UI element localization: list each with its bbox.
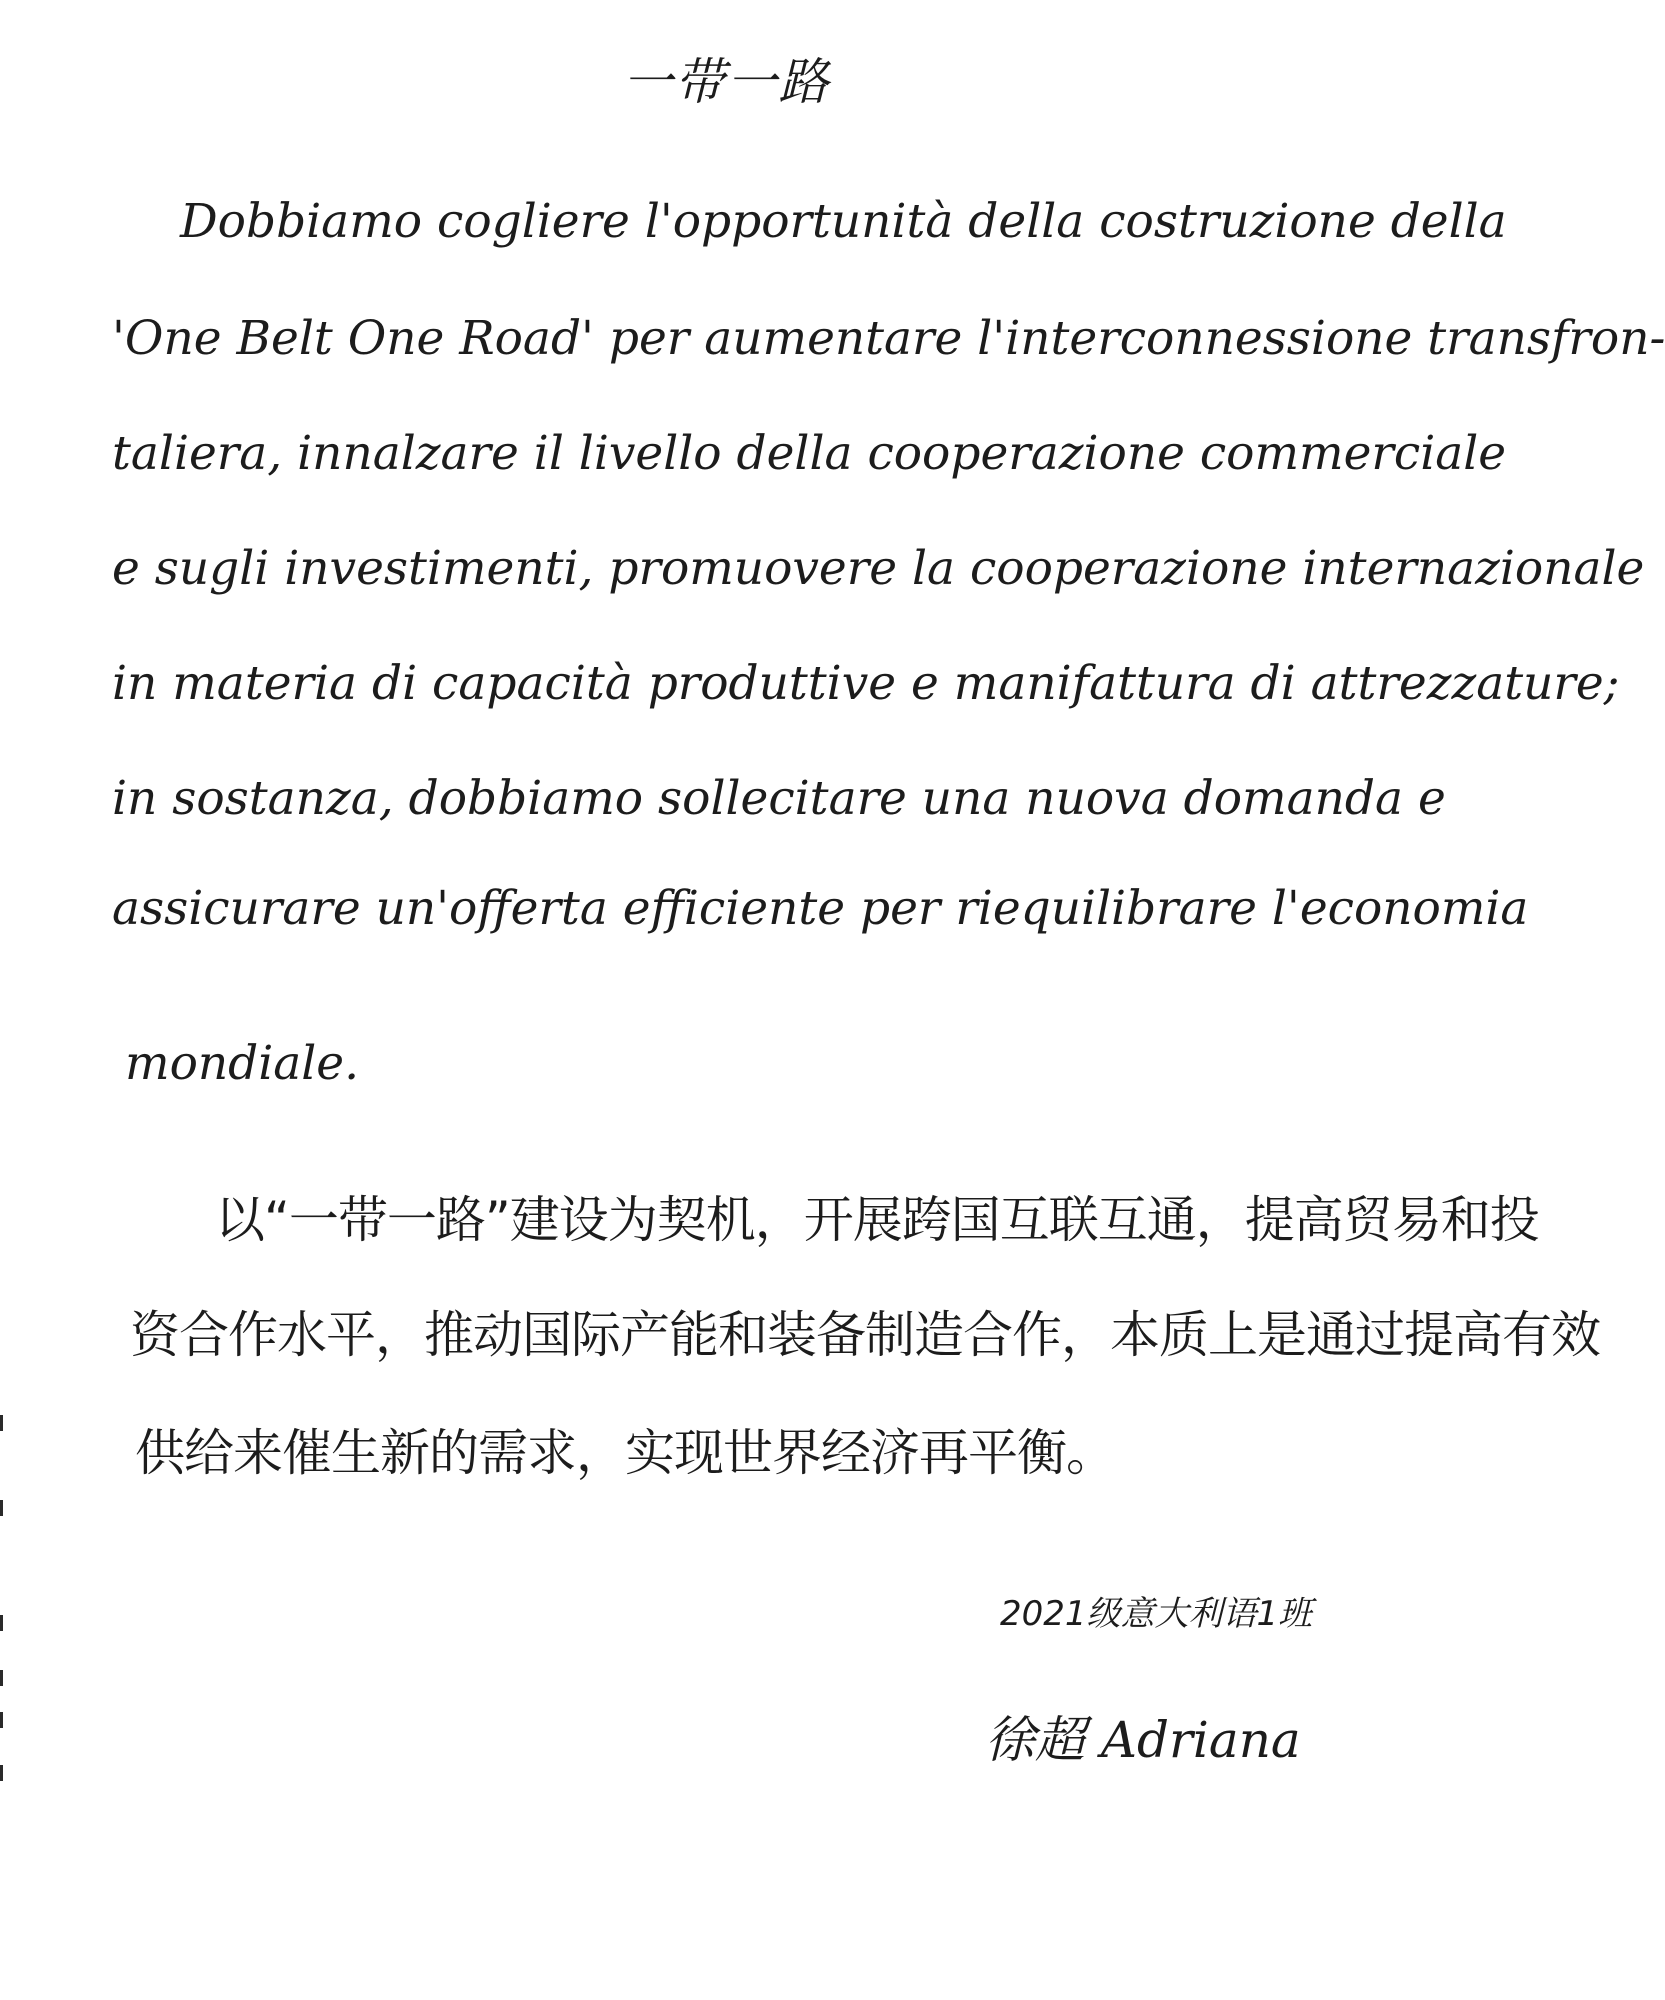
class-label: 2021级意大利语1班 [1000, 1594, 1313, 1634]
italian-line-8: mondiale. [125, 1036, 360, 1091]
margin-mark [0, 1415, 3, 1431]
margin-mark [0, 1765, 3, 1781]
document-title: 一带一路 [622, 53, 831, 111]
italian-line-2: 'One Belt One Road' per aumentare l'interconnessione transfron- [112, 311, 1665, 366]
margin-mark [0, 1712, 3, 1728]
margin-mark [0, 1500, 3, 1516]
italian-line-1: Dobbiamo cogliere l'opportunità della costruzione della [180, 194, 1507, 249]
italian-line-3: taliera, innalzare il livello della cooperazione commerciale [112, 426, 1507, 481]
chinese-line-3: 供给来催生新的需求，实现世界经济再平衡。 [135, 1424, 1115, 1482]
chinese-line-1: 以“一带一路”建设为契机，开展跨国互联互通，提高贸易和投 [215, 1191, 1539, 1249]
italian-line-7: assicurare un'offerta efficiente per riequilibrare l'economia [112, 881, 1529, 936]
italian-line-5: in materia di capacità produttive e manifattura di attrezzature; [112, 656, 1620, 711]
signature: 徐超 Adriana [985, 1711, 1301, 1769]
margin-mark [0, 1615, 3, 1631]
italian-line-4: e sugli investimenti, promuovere la cooperazione internazionale [112, 541, 1645, 596]
margin-mark [0, 1670, 3, 1686]
chinese-line-2: 资合作水平，推动国际产能和装备制造合作，本质上是通过提高有效 [130, 1306, 1600, 1364]
italian-line-6: in sostanza, dobbiamo sollecitare una nuova domanda e [112, 771, 1446, 826]
